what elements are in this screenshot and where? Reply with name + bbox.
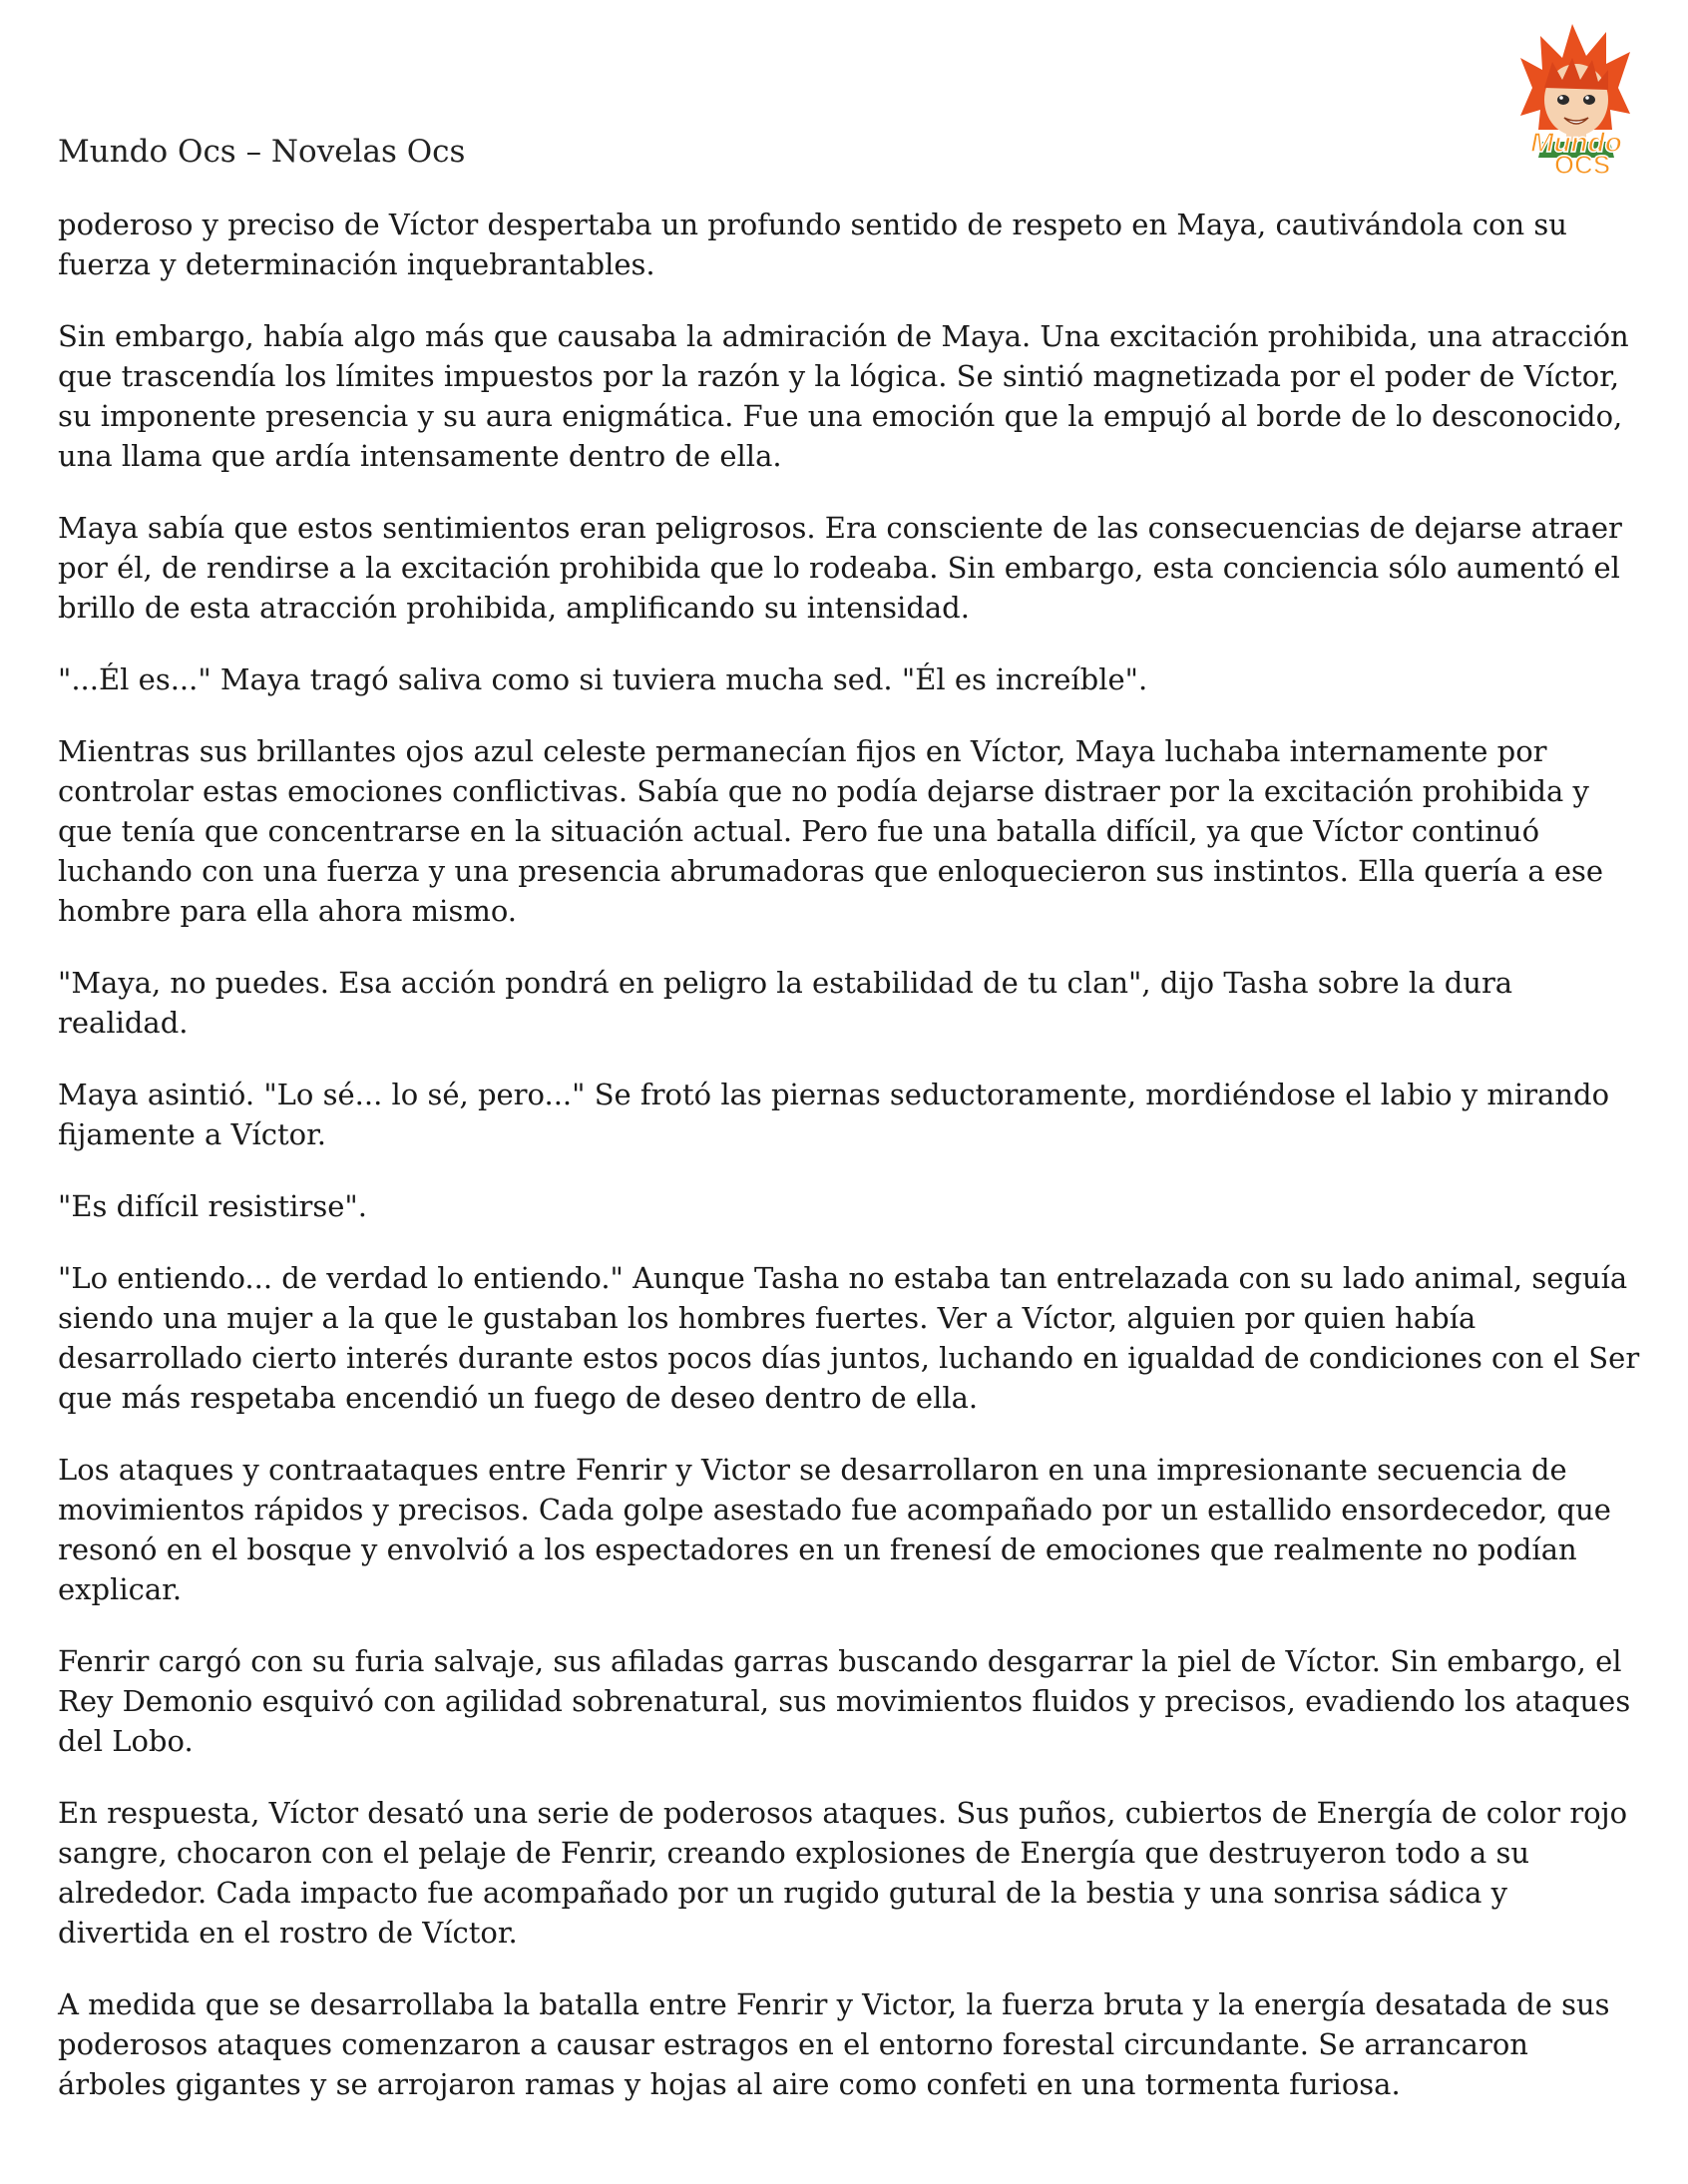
paragraph: "Lo entiendo... de verdad lo entiendo." Aunque Tasha no estaba tan entrelazada con su lado animal, seguía siendo una mujer a la que le gustaban los hombres fuertes. Ver a Víctor, alguien por quien había desarrollado cierto interés durante estos pocos días juntos, luchando en igualdad de condiciones con el Ser que más respetaba encendió un fuego de deseo dentro de ella.	[58, 1261, 1640, 1415]
document-body	[58, 205, 1644, 2136]
mundo-ocs-logo	[1502, 18, 1650, 176]
paragraph: A medida que se desarrollaba la batalla entre Fenrir y Victor, la fuerza bruta y la energía desatada de sus poderosos ataques comenzaron a causar estragos en el entorno forestal circundante. Se arrancaron árboles gigantes y se arrojaron ramas y hojas al aire como confeti en una tormenta furiosa.	[58, 1987, 1610, 2101]
paragraph: "Maya, no puedes. Esa acción pondrá en peligro la estabilidad de tu clan", dijo Tasha sobre la dura realidad.	[58, 966, 1513, 1040]
paragraph: Mientras sus brillantes ojos azul celeste permanecían fijos en Víctor, Maya luchaba internamente por controlar estas emociones conflictivas. Sabía que no podía dejarse distraer por la excitación prohibida y que tenía que concentrarse en la situación actual. Pero fue una batalla difícil, ya que Víctor continuó luchando con una fuerza y una presencia abrumadoras que enloquecieron sus instintos. Ella quería a ese hombre para ella ahora mismo.	[58, 734, 1604, 928]
logo-text-mundo: Mundo	[1530, 127, 1622, 158]
paragraph: Fenrir cargó con su furia salvaje, sus afiladas garras buscando desgarrar la piel de Víctor. Sin embargo, el Rey Demonio esquivó con agilidad sobrenatural, sus movimientos fluidos y precisos, evadiendo los ataques del Lobo.	[58, 1644, 1631, 1758]
page-header: Mundo Ocs – Novelas Ocs	[58, 134, 466, 170]
paragraph: poderoso y preciso de Víctor despertaba un profundo sentido de respeto en Maya, cautivándola con su fuerza y determinación inquebrantables.	[58, 208, 1567, 281]
paragraph: Maya asintió. "Lo sé... lo sé, pero..." Se frotó las piernas seductoramente, mordiéndose el labio y mirando fijamente a Víctor.	[58, 1078, 1610, 1151]
paragraph: Los ataques y contraataques entre Fenrir y Victor se desarrollaron en una impresionante secuencia de movimientos rápidos y precisos. Cada golpe asestado fue acompañado por un estallido ensordecedor, que resonó en el bosque y envolvió a los espectadores en un frenesí de emociones que realmente no podían explicar.	[58, 1453, 1611, 1606]
paragraph: "Es difícil resistirse".	[58, 1189, 367, 1223]
paragraph: Sin embargo, había algo más que causaba la admiración de Maya. Una excitación prohibida, una atracción que trascendía los límites impuestos por la razón y la lógica. Se sintió magnetizada por el poder de Víctor, su imponente presencia y su aura enigmática. Fue una emoción que la empujó al borde de lo desconocido, una llama que ardía intensamente dentro de ella.	[58, 319, 1629, 473]
logo-text-ocs: OCS	[1553, 150, 1611, 176]
paragraph: "...Él es..." Maya tragó saliva como si tuviera mucha sed. "Él es increíble".	[58, 662, 1148, 696]
paragraph: Maya sabía que estos sentimientos eran peligrosos. Era consciente de las consecuencias de dejarse atraer por él, de rendirse a la excitación prohibida que lo rodeaba. Sin embargo, esta conciencia sólo aumentó el brillo de esta atracción prohibida, amplificando su intensidad.	[58, 511, 1622, 625]
paragraph: En respuesta, Víctor desató una serie de poderosos ataques. Sus puños, cubiertos de Energía de color rojo sangre, chocaron con el pelaje de Fenrir, creando explosiones de Energía que destruyeron todo a su alrededor. Cada impacto fue acompañado por un rugido gutural de la bestia y una sonrisa sádica y divertida en el rostro de Víctor.	[58, 1796, 1628, 1950]
